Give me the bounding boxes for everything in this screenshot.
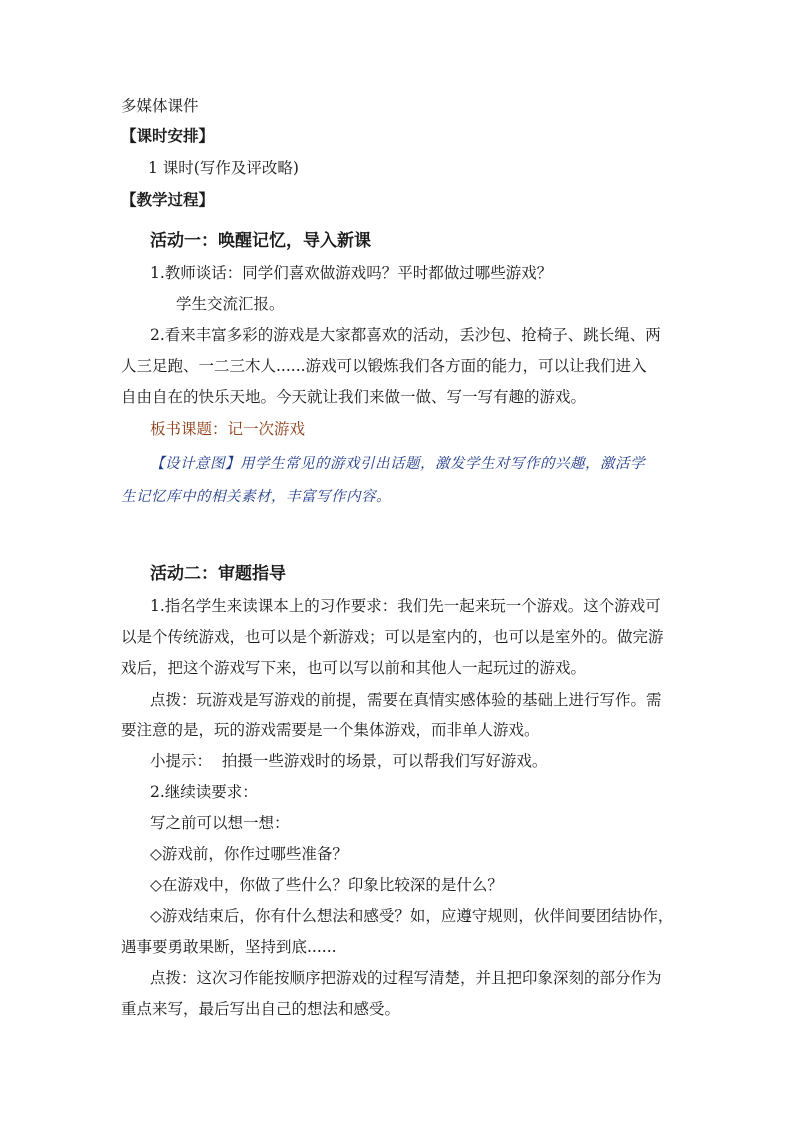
tip1-line1: 点拨：玩游戏是写游戏的前提，需要在真情实感体验的基础上进行写作。需	[150, 691, 662, 709]
question-3-line1: ◇游戏结束后，你有什么想法和感受？如，应遵守规则，伙伴间要团结协作，	[150, 907, 674, 925]
activity2-paragraph-3: 写之前可以想一想：	[150, 814, 290, 832]
schedule-heading: 【课时安排】	[121, 126, 215, 145]
activity1-paragraph-3-line2: 人三足跑、一二三木人......游戏可以锻炼我们各方面的能力，可以让我们进入	[121, 357, 647, 375]
activity1-title: 活动一：唤醒记忆，导入新课	[150, 231, 371, 251]
tip2-line1: 点拨：这次习作能按顺序把游戏的过程写清楚，并且把印象深刻的部分作为	[150, 969, 662, 987]
activity2-paragraph-1-line2: 以是个传统游戏，也可以是个新游戏；可以是室内的，也可以是室外的。做完游	[121, 628, 664, 646]
activity2-paragraph-2: 2.继续读要求：	[150, 783, 258, 801]
tip2-line2: 重点来写，最后写出自己的想法和感受。	[121, 1000, 401, 1018]
tip1-line2: 要注意的是，玩的游戏需要是一个集体游戏，而非单人游戏。	[121, 721, 540, 739]
activity2-paragraph-1-line3: 戏后，把这个游戏写下来，也可以写以前和其他人一起玩过的游戏。	[121, 659, 587, 677]
process-heading: 【教学过程】	[121, 190, 215, 209]
board-title: 板书课题：记一次游戏	[150, 420, 306, 438]
activity2-title: 活动二：审题指导	[150, 564, 286, 584]
materials-text: 多媒体课件	[121, 97, 199, 115]
design-intent-line1: 【设计意图】用学生常见的游戏引出话题，激发学生对写作的兴趣，激活学	[150, 456, 645, 472]
design-intent-line2: 生记忆库中的相关素材，丰富写作内容。	[121, 489, 391, 505]
schedule-text: 1 课时(写作及评改略)	[148, 159, 299, 177]
hint-text: 小提示： 拍摄一些游戏时的场景，可以帮我们写好游戏。	[150, 752, 548, 770]
question-1: ◇游戏前，你作过哪些准备？	[150, 845, 348, 863]
activity1-paragraph-2: 学生交流汇报。	[176, 295, 285, 313]
activity1-paragraph-1: 1.教师谈话：同学们喜欢做游戏吗？平时都做过哪些游戏？	[150, 264, 553, 282]
activity1-paragraph-3-line1: 2.看来丰富多彩的游戏是大家都喜欢的活动，丢沙包、抢椅子、跳长绳、两	[150, 326, 661, 344]
activity1-paragraph-3-line3: 自由自在的快乐天地。今天就让我们来做一做、写一写有趣的游戏。	[121, 388, 587, 406]
question-3-line2: 遇事要勇敢果断，坚持到底......	[121, 938, 337, 956]
question-2: ◇在游戏中，你做了些什么？印象比较深的是什么？	[150, 876, 503, 894]
activity2-paragraph-1-line1: 1.指名学生来读课本上的习作要求：我们先一起来玩一个游戏。这个游戏可	[150, 597, 661, 615]
